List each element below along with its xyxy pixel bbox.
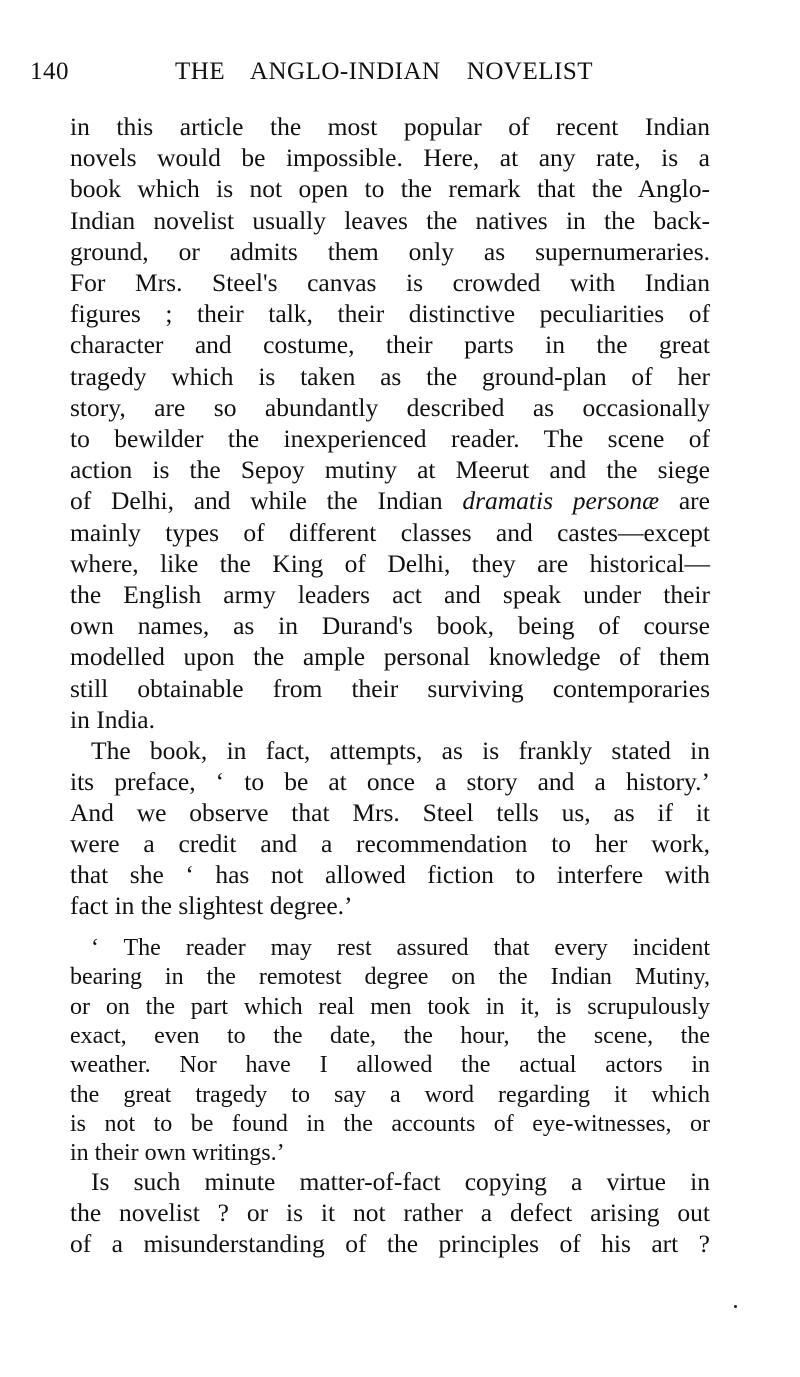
- text-line: And we observe that Mrs. Steel tells us, as if it: [70, 798, 710, 827]
- text-line: ground, or admits them only as supernumeraries.: [70, 236, 710, 266]
- text-line: in their own writings.’: [70, 1140, 285, 1167]
- text-line: or on the part which real men took in it, is scrupulously: [70, 993, 710, 1020]
- text-line: novels would be impossible. Here, at any rate, is a: [70, 143, 710, 173]
- text-line: book which is not open to the remark that the Anglo-: [70, 174, 710, 204]
- text-line: weather. Nor have I allowed the actual actors in: [70, 1052, 710, 1079]
- text-line: the English army leaders act and speak under their: [70, 580, 710, 609]
- page-number: 140: [30, 58, 69, 85]
- text-line: The book, in fact, attempts, as is frankly stated in: [91, 736, 710, 765]
- text-line: modelled upon the ample personal knowledge of them: [70, 642, 710, 672]
- text-line: figures ; their talk, their distinctive peculiarities of: [70, 299, 710, 329]
- running-head: THE ANGLO-INDIAN NOVELIST: [175, 58, 593, 85]
- text-line: story, are so abundantly described as occasionally: [70, 392, 710, 422]
- text-line: For Mrs. Steel's canvas is crowded with Indian: [70, 268, 710, 297]
- text-line: its preface, ‘ to be at once a story and a history.’: [70, 767, 710, 796]
- text-line: in this article the most popular of recent Indian: [70, 112, 710, 141]
- text-line: fact in the slightest degree.’: [70, 891, 353, 920]
- text-line: Indian novelist usually leaves the natives in the back-: [70, 205, 710, 235]
- text-line: in India.: [70, 704, 155, 734]
- text-line: of Delhi, and while the Indian dramatis personæ are: [70, 486, 710, 516]
- text-line: that she ‘ has not allowed fiction to interfere with: [70, 860, 710, 889]
- text-line: the great tragedy to say a word regarding it which: [70, 1081, 710, 1108]
- text-line: exact, even to the date, the hour, the scene, the: [70, 1022, 710, 1049]
- text-line: Is such minute matter-of-fact copying a virtue in: [91, 1167, 710, 1196]
- speck-mark: [734, 1305, 737, 1308]
- text-line: character and costume, their parts in the great: [70, 330, 710, 360]
- text-line: to bewilder the inexperienced reader. The scene of: [70, 424, 710, 453]
- text-line: of a misunderstanding of the principles of his art ?: [70, 1229, 710, 1258]
- text-line: action is the Sepoy mutiny at Meerut and the siege: [70, 455, 710, 485]
- text-line: still obtainable from their surviving contemporaries: [70, 673, 710, 703]
- text-line: tragedy which is taken as the ground-plan of her: [70, 361, 710, 391]
- text-line: is not to be found in the accounts of eye-witnesses, or: [70, 1110, 710, 1137]
- text-line: the novelist ? or is it not rather a defect arising out: [70, 1198, 710, 1227]
- text-line: own names, as in Durand's book, being of course: [70, 611, 710, 641]
- italic-phrase: dramatis personæ: [462, 486, 660, 516]
- text-line: were a credit and a recommendation to her work,: [70, 829, 710, 858]
- text-line: bearing in the remotest degree on the Indian Mutiny,: [70, 964, 710, 991]
- text-line: where, like the King of Delhi, they are historical—: [70, 548, 710, 578]
- text-line: ‘ The reader may rest assured that every incident: [91, 935, 710, 961]
- text-line: mainly types of different classes and castes—except: [70, 517, 710, 547]
